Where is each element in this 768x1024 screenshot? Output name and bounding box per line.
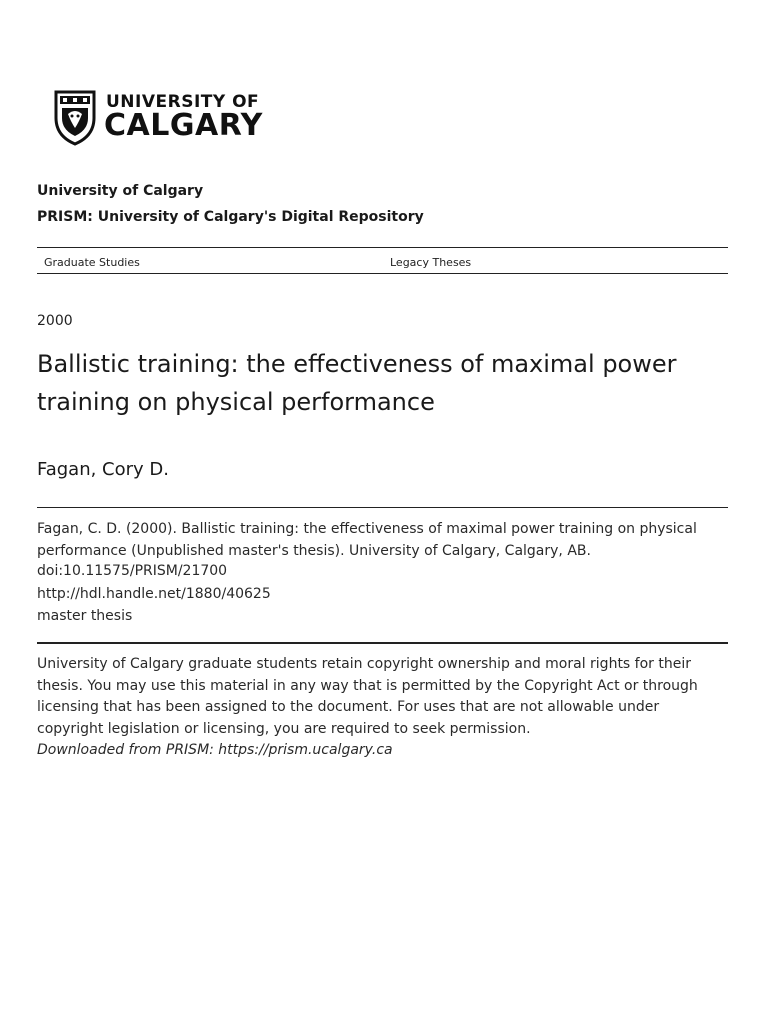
citation-top-divider <box>37 507 728 508</box>
logo-text-calgary: CALGARY <box>104 108 263 143</box>
copyright-statement: University of Calgary graduate students retain copyright ownership and moral rights for their thesis. You may use this material in any way that is permitted by the Copyright Act or through licensing that has been assigned to the document. For uses that are not allowable under copyright legislation or licensing, you are required to seek permission. <box>37 656 698 737</box>
citation-text: Fagan, C. D. (2000). Ballistic training: the effectiveness of maximal power training on physical performance (Unpublished master's thesis). University of Calgary, Calgary, AB. <box>37 521 697 559</box>
thesis-author: Fagan, Cory D. <box>37 459 169 480</box>
doi-link[interactable]: doi:10.11575/PRISM/21700 <box>37 563 228 579</box>
collection-graduate-studies[interactable]: Graduate Studies <box>44 256 140 269</box>
university-logo <box>36 70 272 168</box>
institution-name: University of Calgary <box>37 183 204 199</box>
logo-text-university-of: UNIVERSITY OF <box>106 92 260 112</box>
university-crest-icon <box>52 88 98 146</box>
downloaded-from-link[interactable]: Downloaded from PRISM: https://prism.ucalgary.ca <box>37 742 393 758</box>
thesis-title: Ballistic training: the effectiveness of maximal power training on physical performance <box>37 350 677 416</box>
handle-link[interactable]: http://hdl.handle.net/1880/40625 <box>37 586 271 602</box>
repository-name: PRISM: University of Calgary's Digital Repository <box>37 209 424 225</box>
rights-top-divider <box>37 642 728 644</box>
collection-bottom-divider <box>37 273 728 274</box>
collection-top-divider <box>37 247 728 248</box>
document-type: master thesis <box>37 608 133 624</box>
publication-year: 2000 <box>37 313 73 329</box>
collection-legacy-theses[interactable]: Legacy Theses <box>390 256 472 269</box>
